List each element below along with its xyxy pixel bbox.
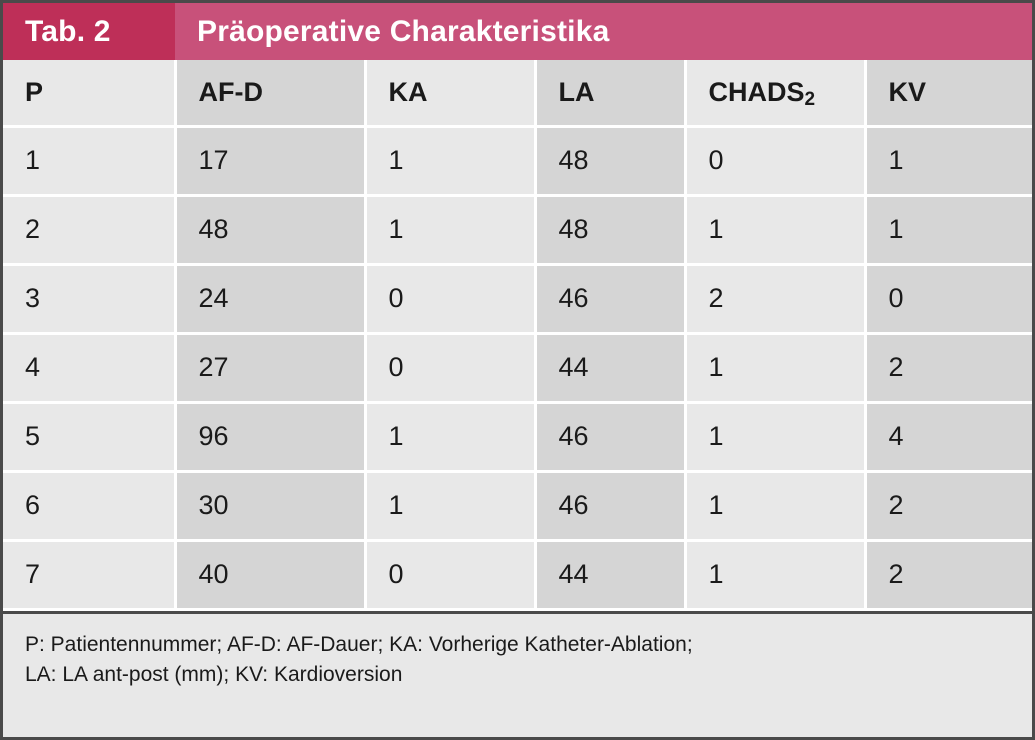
table-row (3, 471, 1032, 540)
cell-la: 44 (535, 540, 685, 609)
cell-p: 1 (3, 126, 175, 195)
cell-la: 46 (535, 264, 685, 333)
cell-la: 48 (535, 195, 685, 264)
cell-kv: 1 (865, 195, 1032, 264)
table-header (3, 60, 1032, 126)
cell-ka: 0 (365, 264, 535, 333)
table-caption-bar (3, 3, 1032, 60)
column-header-p: P (3, 60, 175, 126)
table-row (3, 264, 1032, 333)
cell-af-d: 40 (175, 540, 365, 609)
cell-chads2: 1 (685, 471, 865, 540)
cell-af-d: 96 (175, 402, 365, 471)
cell-af-d: 27 (175, 333, 365, 402)
cell-ka: 1 (365, 126, 535, 195)
column-header-af-d: AF-D (175, 60, 365, 126)
table-row (3, 402, 1032, 471)
cell-kv: 2 (865, 540, 1032, 609)
cell-la: 48 (535, 126, 685, 195)
table-number-label: Tab. 2 (3, 3, 175, 60)
table-header-row (3, 60, 1032, 126)
cell-ka: 1 (365, 402, 535, 471)
table-row (3, 540, 1032, 609)
cell-chads2: 2 (685, 264, 865, 333)
column-header-chads2-text: CHADS (708, 76, 805, 107)
cell-la: 44 (535, 333, 685, 402)
table-row (3, 333, 1032, 402)
cell-chads2: 1 (685, 540, 865, 609)
cell-p: 4 (3, 333, 175, 402)
table-title: Präoperative Charakteristika (197, 14, 610, 48)
column-header-chads2-subscript: 2 (804, 88, 816, 110)
cell-kv: 4 (865, 402, 1032, 471)
cell-p: 2 (3, 195, 175, 264)
table-footnote (3, 611, 1032, 738)
preoperative-characteristics-table (3, 60, 1032, 611)
cell-ka: 1 (365, 195, 535, 264)
cell-p: 7 (3, 540, 175, 609)
cell-chads2: 1 (685, 402, 865, 471)
cell-p: 5 (3, 402, 175, 471)
cell-kv: 1 (865, 126, 1032, 195)
cell-chads2: 1 (685, 333, 865, 402)
cell-la: 46 (535, 471, 685, 540)
column-header-chads2 (685, 60, 865, 126)
cell-af-d: 17 (175, 126, 365, 195)
cell-ka: 0 (365, 540, 535, 609)
cell-p: 6 (3, 471, 175, 540)
cell-kv: 2 (865, 333, 1032, 402)
column-header-la: LA (535, 60, 685, 126)
cell-kv: 2 (865, 471, 1032, 540)
column-header-kv: KV (865, 60, 1032, 126)
cell-kv: 0 (865, 264, 1032, 333)
table-body (3, 126, 1032, 609)
table-row (3, 126, 1032, 195)
footnote-line-2: LA: LA ant-post (mm); KV: Kardioversion (25, 662, 403, 686)
cell-la: 46 (535, 402, 685, 471)
cell-chads2: 1 (685, 195, 865, 264)
cell-chads2: 0 (685, 126, 865, 195)
cell-p: 3 (3, 264, 175, 333)
cell-ka: 0 (365, 333, 535, 402)
footnote-line-1: P: Patientennummer; AF-D: AF-Dauer; KA: Vorherige Katheter-Ablation; (25, 632, 693, 656)
column-header-ka: KA (365, 60, 535, 126)
cell-ka: 1 (365, 471, 535, 540)
cell-af-d: 30 (175, 471, 365, 540)
cell-af-d: 24 (175, 264, 365, 333)
table-row (3, 195, 1032, 264)
cell-af-d: 48 (175, 195, 365, 264)
